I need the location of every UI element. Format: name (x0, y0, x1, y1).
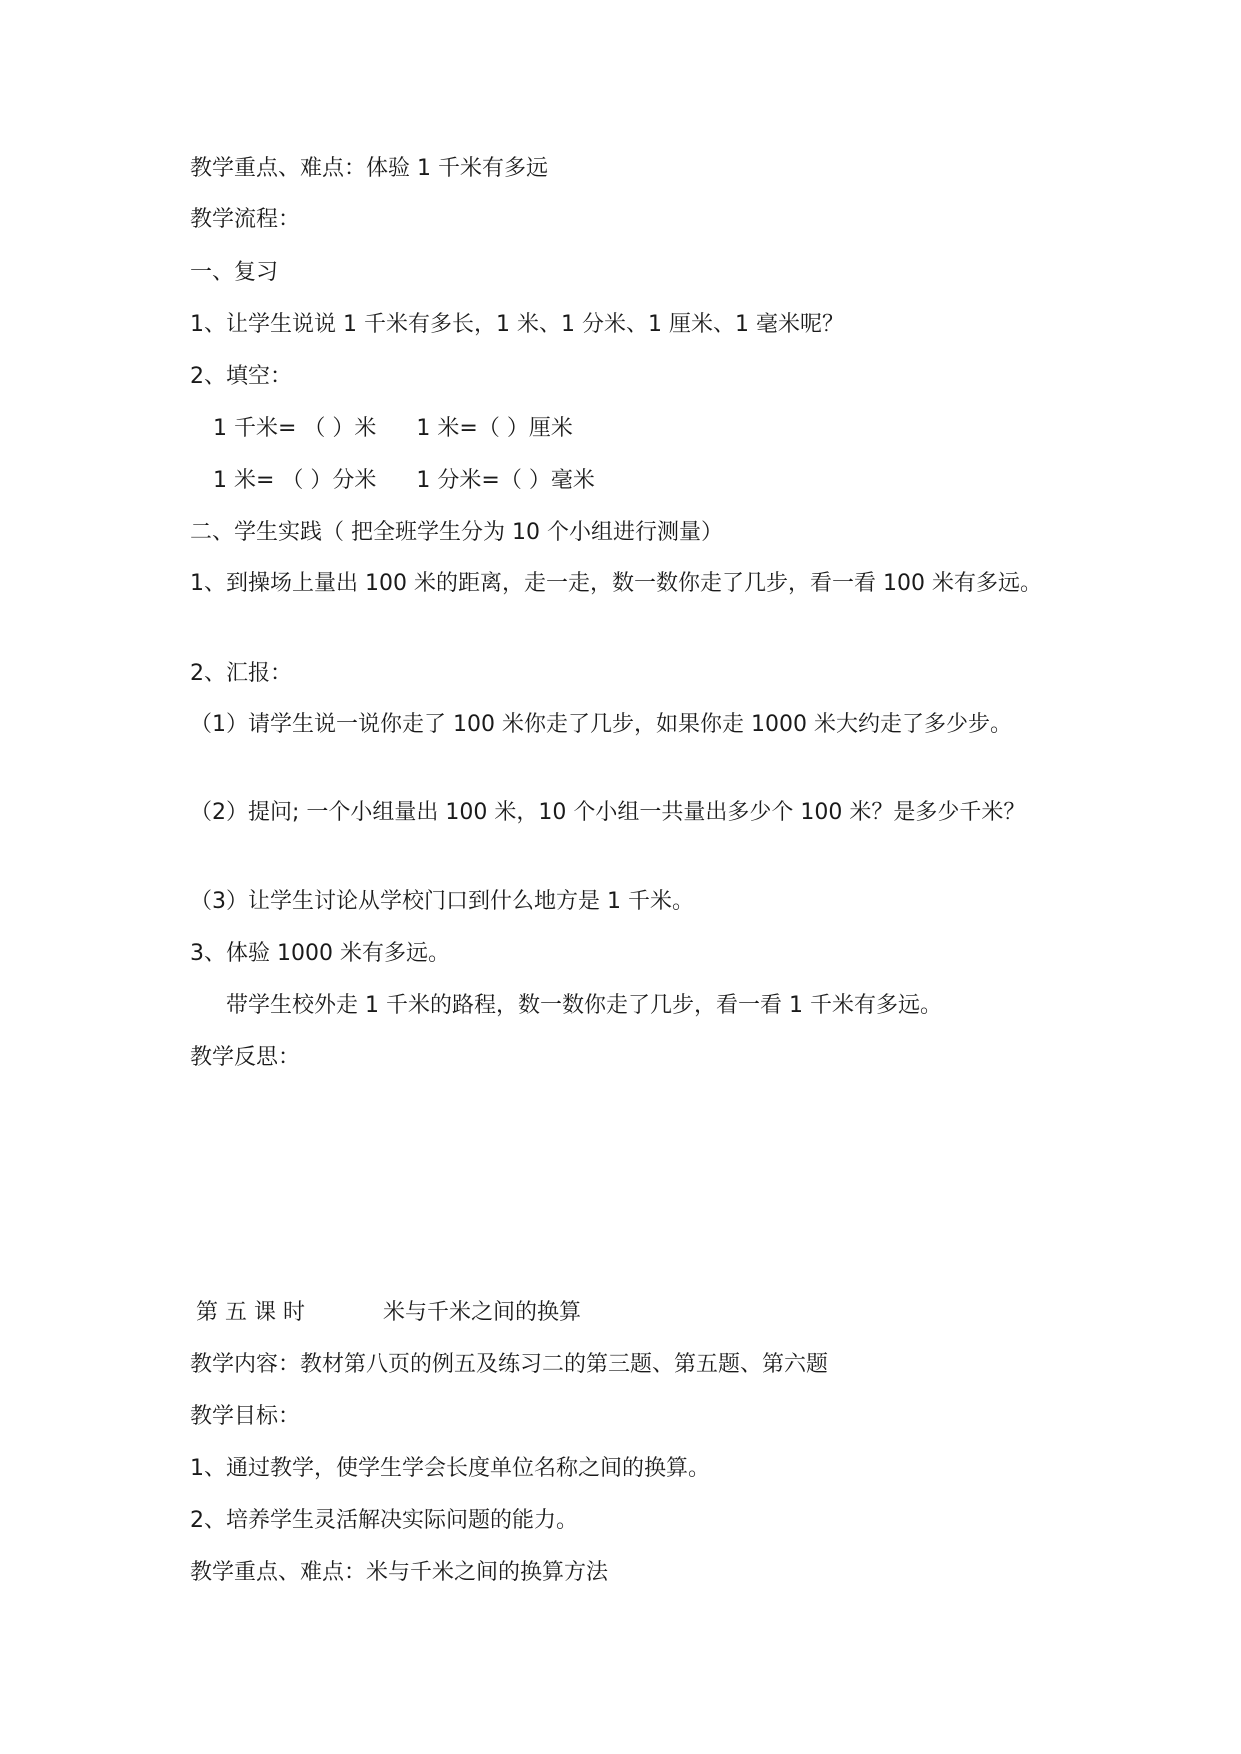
lesson-label: 第 五 课 时 (196, 1300, 305, 1325)
goal-item-1: 1、通过教学，使学生学会长度单位名称之间的换算。 (190, 1456, 710, 1481)
lesson-content: 教学内容：教材第八页的例五及练习二的第三题、第五题、第六题 (190, 1352, 829, 1377)
report-item-1: （1）请学生说一说你走了 100 米你走了几步，如果你走 1000 米大约走了多少步。 (190, 712, 1012, 737)
report-item-3: （3）让学生讨论从学校门口到什么地方是 1 千米。 (190, 889, 694, 914)
practice-item-3-detail: 带学生校外走 1 千米的路程，数一数你走了几步，看一看 1 千米有多远。 (226, 993, 942, 1018)
lesson-key-points: 教学重点、难点：米与千米之间的换算方法 (190, 1560, 609, 1585)
report-item-2: （2）提问; 一个小组量出 100 米，10 个小组一共量出多少个 100 米？是多少千米？ (190, 800, 1026, 825)
review-heading: 一、复习 (190, 260, 279, 285)
practice-item-2: 2、汇报： (190, 661, 292, 686)
goals-label: 教学目标： (190, 1404, 301, 1429)
fill-blank-m-dm: 1 米= （ ）分米 (213, 468, 377, 493)
lesson-topic: 米与千米之间的换算 (382, 1300, 581, 1325)
fill-blank-m-cm: 1 米=（ ）厘米 (416, 416, 573, 441)
fill-blank-dm-mm: 1 分米=（ ）毫米 (416, 468, 595, 493)
fill-blank-row-2 (213, 463, 1083, 499)
lesson-title (196, 1295, 1066, 1331)
goal-item-2: 2、培养学生灵活解决实际问题的能力。 (190, 1508, 578, 1533)
key-points-line: 教学重点、难点：体验 1 千米有多远 (190, 156, 548, 181)
practice-item-1: 1、到操场上量出 100 米的距离，走一走，数一数你走了几步，看一看 100 米有多远。 (190, 571, 1042, 596)
review-item-2: 2、填空： (190, 364, 292, 389)
practice-heading: 二、学生实践（ 把全班学生分为 10 个小组进行测量） (190, 520, 723, 545)
fill-blank-km-m: 1 千米= （ ）米 (213, 416, 377, 441)
review-item-1: 1、让学生说说 1 千米有多长，1 米、1 分米、1 厘米、1 毫米呢？ (190, 312, 844, 337)
reflection-label: 教学反思： (190, 1045, 301, 1070)
process-label: 教学流程： (190, 207, 301, 232)
fill-blank-row-1 (213, 411, 1083, 447)
practice-item-3: 3、体验 1000 米有多远。 (190, 941, 450, 966)
